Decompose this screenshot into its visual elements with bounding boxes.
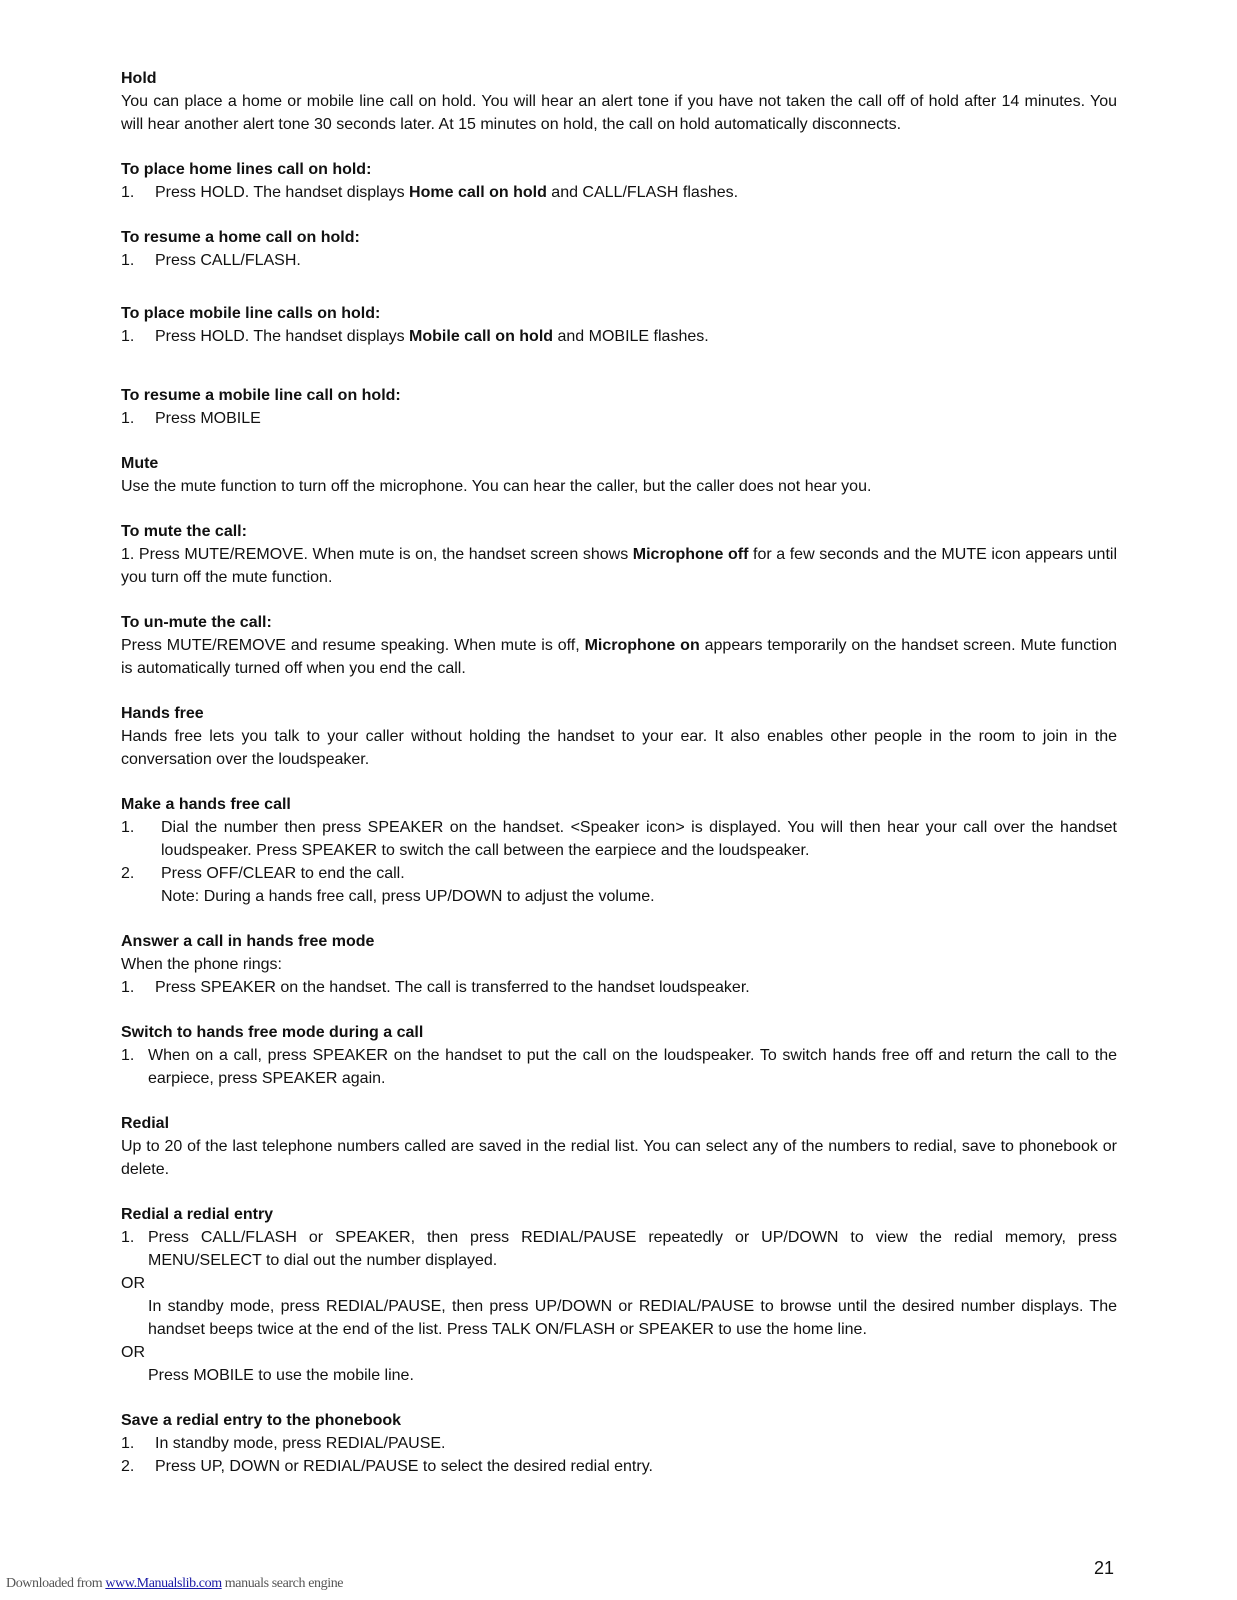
- alternative-text: Press MOBILE to use the mobile line.: [148, 1367, 414, 1384]
- section-title-hold: Hold: [121, 70, 157, 87]
- section-title-redial: Redial: [121, 1115, 170, 1132]
- subheading-switch-hands-free: Switch to hands free mode during a call: [121, 1024, 424, 1041]
- mute-call-text: 1. Press MUTE/REMOVE. When mute is on, the handset screen shows Microphone off for a few seconds and the MUTE icon appears until you turn off the mute function.: [121, 546, 1117, 586]
- list-item: [121, 1432, 1117, 1455]
- footer-prefix: Downloaded from: [6, 1576, 106, 1591]
- document-page: [121, 67, 1117, 1478]
- list-number: 1.: [121, 328, 135, 345]
- or-separator: OR: [121, 1344, 145, 1361]
- list-number: 1.: [121, 1047, 135, 1064]
- manualslib-link[interactable]: www.Manualslib.com: [105, 1576, 222, 1591]
- list-item: [121, 1226, 1117, 1272]
- display-message: Home call on hold: [409, 184, 547, 201]
- list-text: Press CALL/FLASH or SPEAKER, then press REDIAL/PAUSE repeatedly or UP/DOWN to view the redial memory, press MENU/SELECT to dial out the number displayed.: [148, 1229, 1117, 1269]
- unmute-call-text: Press MUTE/REMOVE and resume speaking. When mute is off, Microphone on appears temporarily on the handset screen. Mute function is automatically turned off when you end the call.: [121, 637, 1117, 677]
- subheading-make-call: Make a hands free call: [121, 796, 291, 813]
- subheading-mute-call: To mute the call:: [121, 523, 247, 540]
- list-text: Press SPEAKER on the handset. The call is transferred to the handset loudspeaker.: [155, 979, 750, 996]
- list-text: Press CALL/FLASH.: [155, 252, 301, 269]
- list-item: [121, 816, 1117, 862]
- list-number: 1.: [121, 1229, 135, 1246]
- list-item: [121, 1455, 1117, 1478]
- list-text: Press HOLD. The handset displays Mobile call on hold and MOBILE flashes.: [155, 328, 709, 345]
- list-number: 1.: [121, 819, 135, 836]
- mute-description: Use the mute function to turn off the microphone. You can hear the caller, but the caller does not hear you.: [121, 478, 872, 495]
- subheading-place-mobile: To place mobile line calls on hold:: [121, 305, 381, 322]
- subheading-place-home: To place home lines call on hold:: [121, 161, 372, 178]
- display-message: Microphone off: [632, 546, 749, 563]
- list-item: [121, 181, 1117, 204]
- list-number: 1.: [121, 184, 135, 201]
- list-text: Dial the number then press SPEAKER on the handset. <Speaker icon> is displayed. You will then hear your call over the handset loudspeaker. Press SPEAKER to switch the call between the earpiece and the loudspeaker.: [161, 819, 1117, 859]
- list-item: [121, 407, 1117, 430]
- list-item: [121, 325, 1117, 348]
- list-text: In standby mode, press REDIAL/PAUSE.: [155, 1435, 446, 1452]
- list-text: Press UP, DOWN or REDIAL/PAUSE to select the desired redial entry.: [155, 1458, 653, 1475]
- section-title-hands-free: Hands free: [121, 705, 204, 722]
- page-number: 21: [1094, 1558, 1115, 1578]
- subheading-resume-home: To resume a home call on hold:: [121, 229, 360, 246]
- download-footer: [6, 1576, 343, 1592]
- subheading-redial-entry: Redial a redial entry: [121, 1206, 274, 1223]
- list-number: 1.: [121, 979, 135, 996]
- subheading-unmute-call: To un-mute the call:: [121, 614, 272, 631]
- list-item: [121, 249, 1117, 272]
- list-number: 1.: [121, 252, 135, 269]
- answer-intro: When the phone rings:: [121, 956, 282, 973]
- section-title-mute: Mute: [121, 455, 159, 472]
- footer-suffix: manuals search engine: [221, 1576, 344, 1591]
- redial-description: Up to 20 of the last telephone numbers called are saved in the redial list. You can select any of the numbers to redial, save to phonebook or delete.: [121, 1138, 1117, 1178]
- list-number: 1.: [121, 410, 135, 427]
- list-item: [121, 1044, 1117, 1090]
- list-text: Press OFF/CLEAR to end the call.: [161, 865, 405, 882]
- subheading-resume-mobile: To resume a mobile line call on hold:: [121, 387, 401, 404]
- list-text: Press MOBILE: [155, 410, 261, 427]
- display-message: Mobile call on hold: [409, 328, 554, 345]
- list-number: 2.: [121, 865, 135, 882]
- note-text: Note: During a hands free call, press UP/DOWN to adjust the volume.: [161, 888, 655, 905]
- or-separator: OR: [121, 1275, 145, 1292]
- subheading-answer-hands-free: Answer a call in hands free mode: [121, 933, 375, 950]
- list-text: When on a call, press SPEAKER on the handset to put the call on the loudspeaker. To switch hands free off and return the call to the earpiece, press SPEAKER again.: [148, 1047, 1117, 1087]
- list-text: Press HOLD. The handset displays Home call on hold and CALL/FLASH flashes.: [155, 184, 739, 201]
- hands-free-description: Hands free lets you talk to your caller without holding the handset to your ear. It also enables other people in the room to join in the conversation over the loudspeaker.: [121, 728, 1117, 768]
- list-item: [121, 976, 1117, 999]
- alternative-text: In standby mode, press REDIAL/PAUSE, then press UP/DOWN or REDIAL/PAUSE to browse until the desired number displays. The handset beeps twice at the end of the list. Press TALK ON/FLASH or SPEAKER to use the home line.: [148, 1298, 1117, 1338]
- list-number: 1.: [121, 1435, 135, 1452]
- list-number: 2.: [121, 1458, 135, 1475]
- list-item: [121, 862, 1117, 885]
- subheading-save-entry: Save a redial entry to the phonebook: [121, 1412, 402, 1429]
- display-message: Microphone on: [584, 637, 700, 654]
- hold-description: You can place a home or mobile line call on hold. You will hear an alert tone if you have not taken the call off of hold after 14 minutes. You will hear another alert tone 30 seconds later. At 15 minutes on hold, the call on hold automatically disconnects.: [121, 93, 1117, 133]
